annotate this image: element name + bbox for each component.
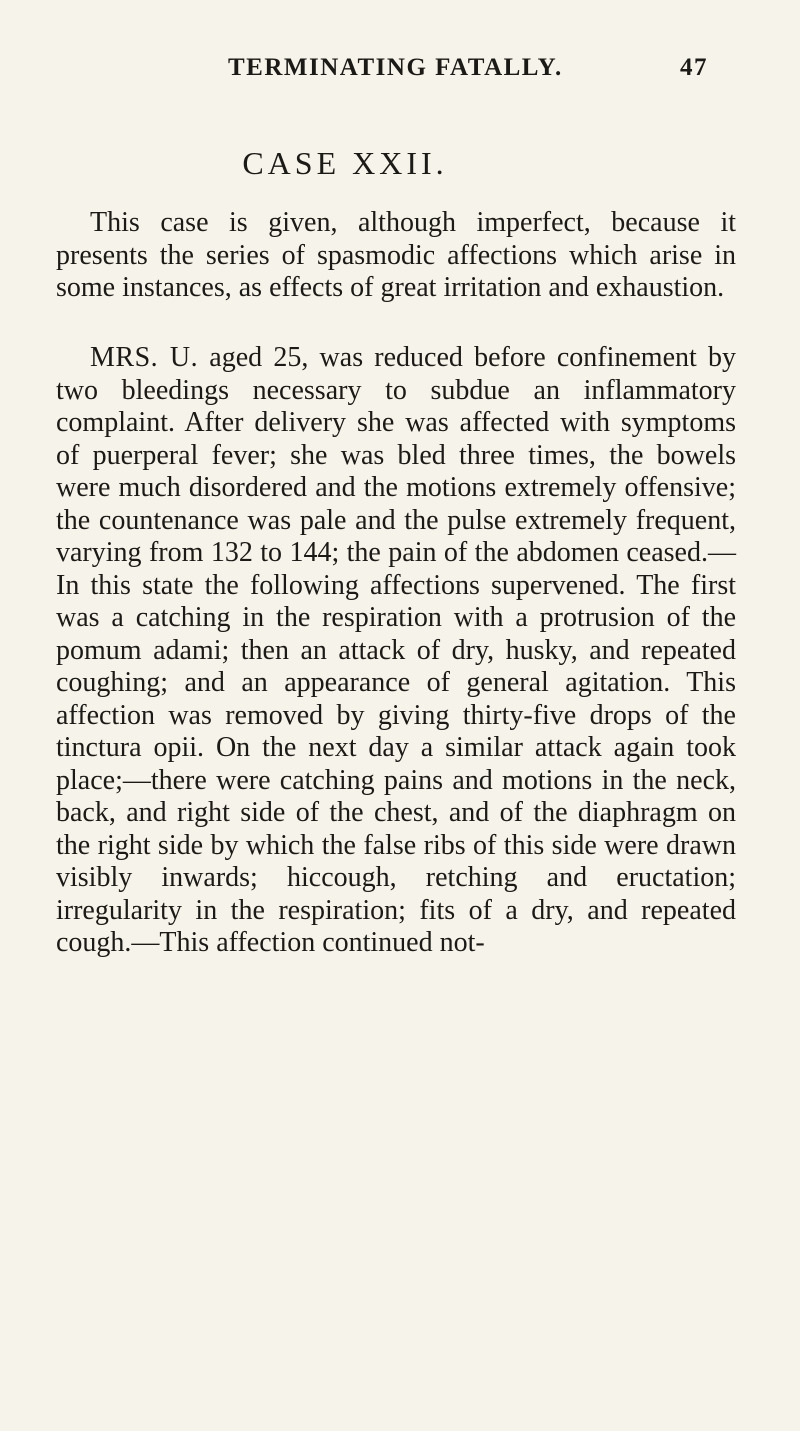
running-title: TERMINATING FATALLY. — [228, 54, 563, 81]
patient-name: MRS. U. — [90, 342, 199, 373]
page-number: 47 — [680, 54, 708, 81]
paragraph-intro: This case is given, although imperfect, because it presents the series of spasmodic affections which arise in some instances, as effects of great irritation and exhaustion. — [56, 207, 736, 303]
paragraph-case-history — [56, 342, 736, 960]
case-heading: CASE XXII. — [242, 145, 448, 181]
case-history-text: aged 25, was reduced before confinement by two bleedings necessary to subdue an inflammatory complaint. After delivery she was affected with symptoms of puerperal fever; she was bled three times, the bowels were much disordered and the motions extremely offensive; the countenance was pale and the pulse extremely frequent, varying from 132 to 144; the pain of the abdomen ceased.—In this state the following affections supervened. The first was a catching in the respiration with a protrusion of the pomum adami; then an attack of dry, husky, and repeated coughing; and an appearance of general agitation. This affection was removed by giving thirty-five drops of the tinctura opii. On the next day a similar attack again took place;—there were catching pains and motions in the neck, back, and right side of the chest, and of the diaphragm on the right side by which the false ribs of this side were drawn visibly inwards; hiccough, retching and eructation; irregularity in the respiration; fits of a dry, and repeated cough.—This affection continued not- — [56, 342, 736, 958]
